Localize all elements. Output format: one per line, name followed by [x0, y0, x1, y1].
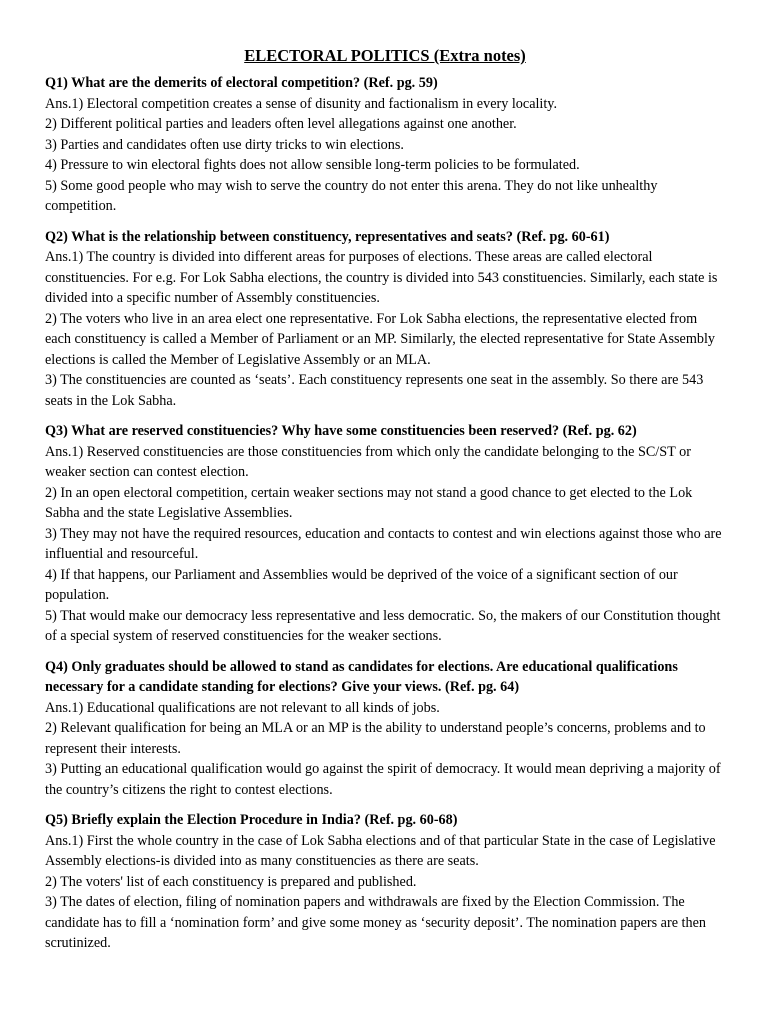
question-4: Q4) Only graduates should be allowed to stand as candidates for elections. Are educational qualifications necessary for a candidate standing for elections? Give your views. (Ref. pg. 64)	[45, 658, 678, 695]
qa-section-3	[45, 421, 724, 647]
question-3: Q3) What are reserved constituencies? Why have some constituencies been reserved? (Ref. pg. 62)	[45, 423, 637, 439]
question-2: Q2) What is the relationship between constituency, representatives and seats? (Ref. pg. 60-61)	[45, 228, 610, 245]
qa-section-4	[45, 657, 724, 801]
answer-2-3: 3) The constituencies are counted as ‘seats’. Each constituency represents one seat in the assembly. So there are 543 seats in the Lok Sabha.	[45, 372, 704, 409]
answer-4-2: 2) Relevant qualification for being an MLA or an MP is the ability to understand people’s concerns, problems and to represent their interests.	[45, 720, 706, 757]
qa-section-1	[45, 73, 724, 217]
answer-1-5: 5) Some good people who may wish to serve the country do not enter this arena. They do not like unhealthy competition.	[45, 177, 658, 214]
answer-4-1: Ans.1) Educational qualifications are not relevant to all kinds of jobs.	[45, 699, 440, 716]
question-1: Q1) What are the demerits of electoral competition? (Ref. pg. 59)	[45, 75, 438, 91]
answer-1-1: Ans.1) Electoral competition creates a sense of disunity and factionalism in every locality.	[45, 95, 558, 112]
answer-1-4: 4) Pressure to win electoral fights does not allow sensible long-term policies to be formulated.	[45, 157, 580, 173]
answer-3-5: 5) That would make our democracy less representative and less democratic. So, the makers of our Constitution thought of a special system of reserved constituencies for the weaker sections.	[45, 607, 721, 644]
answer-3-3: 3) They may not have the required resources, education and contacts to contest and win elections against those who are influential and resourceful.	[45, 525, 722, 562]
qa-section-2	[45, 227, 724, 412]
answer-2-1: Ans.1) The country is divided into different areas for purposes of elections. These areas are called electoral constituencies. For e.g. For Lok Sabha elections, the country is divided into 543 constituencies. Similarly, each state is divided into a specific number of Assembly constituencies.	[45, 249, 718, 306]
answer-1-3: 3) Parties and candidates often use dirty tricks to win elections.	[45, 136, 404, 153]
answer-4-3: 3) Putting an educational qualification would go against the spirit of democracy. It would mean depriving a majority of the country’s citizens the right to contest elections.	[45, 761, 721, 798]
answer-1-2: 2) Different political parties and leaders often level allegations against one another.	[45, 116, 517, 132]
answer-5-3: 3) The dates of election, filing of nomination papers and withdrawals are fixed by the Election Commission. The candidate has to fill a ‘nomination form’ and give some money as ‘security deposit’. The nomination papers are then scrutinized.	[45, 894, 706, 951]
answer-3-4: 4) If that happens, our Parliament and Assemblies would be deprived of the voice of a significant section of our population.	[45, 566, 678, 603]
answer-3-1: Ans.1) Reserved constituencies are those constituencies from which only the candidate belonging to the SC/ST or weaker section can contest election.	[45, 443, 691, 480]
document-title: ELECTORAL POLITICS (Extra notes)	[244, 46, 526, 65]
qa-section-5	[45, 810, 724, 954]
answer-2-2: 2) The voters who live in an area elect one representative. For Lok Sabha elections, the representative elected from each constituency is called a Member of Parliament or an MP. Similarly, the elected representative for State Assembly elections is called the Member of Legislative Assembly or an MLA.	[45, 310, 716, 368]
answer-5-2: 2) The voters' list of each constituency is prepared and published.	[45, 873, 417, 890]
answer-5-1: Ans.1) First the whole country in the case of Lok Sabha elections and of that particular State in the case of Legislative Assembly elections-is divided into as many constituencies as there are seats.	[45, 832, 716, 869]
answer-3-2: 2) In an open electoral competition, certain weaker sections may not stand a good chance to get elected to the Lok Sabha and the state Legislative Assemblies.	[45, 484, 693, 521]
question-5: Q5) Briefly explain the Election Procedure in India? (Ref. pg. 60-68)	[45, 812, 458, 828]
